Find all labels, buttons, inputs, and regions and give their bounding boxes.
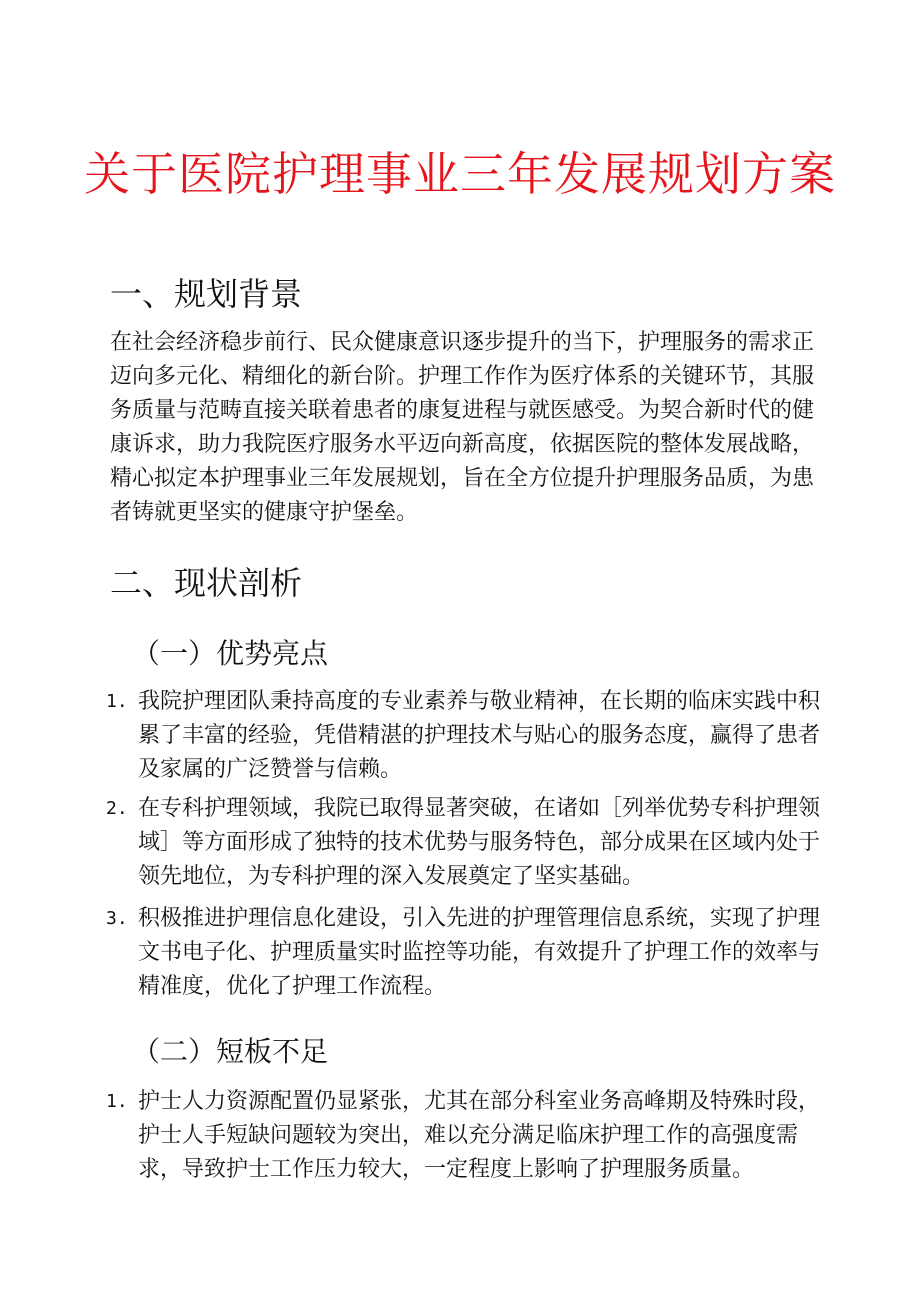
- paragraph-line: 精心拟定本护理事业三年发展规划，旨在全方位提升护理服务品质，为患: [110, 466, 815, 491]
- paragraph-line: 务质量与范畴直接关联着患者的康复进程与就医感受。为契合新时代的健: [110, 398, 815, 423]
- list-item-line: 域］等方面形成了独特的技术优势与服务特色，部分成果在区域内处于: [138, 830, 821, 855]
- section-heading-background: 一、规划背景: [110, 275, 303, 313]
- list-item-line: 护士人力资源配置仍显紧张，尤其在部分科室业务高峰期及特殊时段，: [138, 1089, 821, 1114]
- list-item-line: 领先地位，为专科护理的深入发展奠定了坚实基础。: [138, 864, 645, 889]
- section-heading-analysis: 二、现状剖析: [110, 564, 303, 602]
- paragraph-line: 康诉求，助力我院医疗服务水平迈向新高度，依据医院的整体发展战略，: [110, 432, 815, 457]
- list-item-number: 3.: [106, 908, 128, 929]
- background-paragraph: [110, 326, 815, 530]
- list-item-line: 文书电子化、护理质量实时监控等功能，有效提升了护理工作的效率与: [138, 940, 821, 965]
- list-item-line: 在专科护理领域，我院已取得显著突破，在诸如［列举优势专科护理领: [138, 796, 821, 821]
- document-title: 关于医院护理事业三年发展规划方案: [84, 147, 836, 201]
- list-item-line: 我院护理团队秉持高度的专业素养与敬业精神，在长期的临床实践中积: [138, 689, 821, 714]
- list-item-line: 及家属的广泛赞誉与信赖。: [138, 757, 403, 782]
- subsection-heading-weaknesses: （二）短板不足: [132, 1035, 329, 1068]
- list-item-number: 2.: [106, 798, 128, 819]
- subsection-heading-strengths: （一）优势亮点: [132, 637, 329, 670]
- list-item-line: 积极推进护理信息化建设，引入先进的护理管理信息系统，实现了护理: [138, 906, 821, 931]
- paragraph-line: 在社会经济稳步前行、民众健康意识逐步提升的当下，护理服务的需求正: [110, 330, 815, 355]
- list-item-number: 1.: [106, 1091, 128, 1112]
- list-item-line: 累了丰富的经验，凭借精湛的护理技术与贴心的服务态度，赢得了患者: [138, 723, 821, 748]
- paragraph-line: 者铸就更坚实的健康守护堡垒。: [110, 500, 419, 525]
- list-item-line: 精准度，优化了护理工作流程。: [138, 974, 447, 999]
- list-item-line: 护士人手短缺问题较为突出，难以充分满足临床护理工作的高强度需: [138, 1123, 799, 1148]
- paragraph-line: 迈向多元化、精细化的新台阶。护理工作作为医疗体系的关键环节，其服: [110, 364, 815, 389]
- list-item-line: 求，导致护士工作压力较大，一定程度上影响了护理服务质量。: [138, 1157, 755, 1182]
- list-item-number: 1.: [106, 691, 128, 712]
